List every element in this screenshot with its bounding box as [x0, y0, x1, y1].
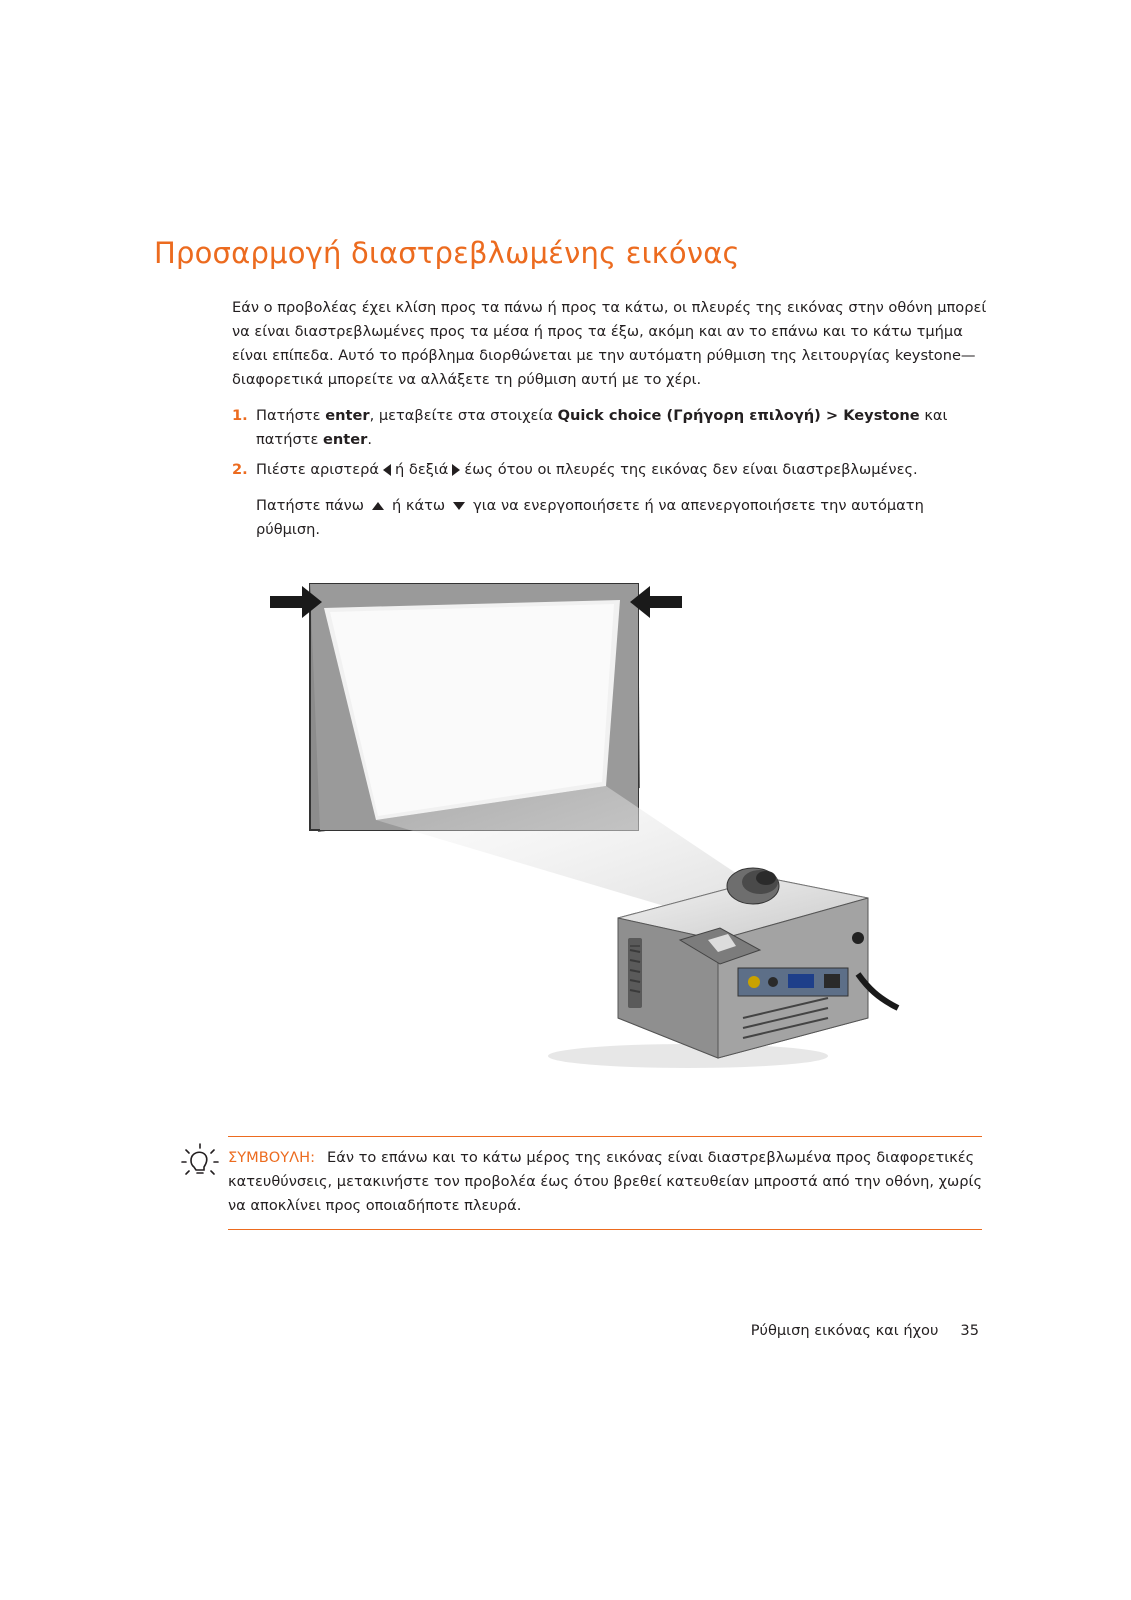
step-text-part: ή δεξιά — [395, 461, 449, 478]
page-footer — [751, 1322, 979, 1339]
step-text — [256, 404, 992, 452]
step-text-part: . — [367, 431, 373, 448]
tip-top-rule — [228, 1136, 982, 1137]
up-triangle-icon — [372, 502, 384, 510]
step-text-part: και πατήστε — [256, 407, 948, 448]
step-text-part: Πιέστε αριστερά — [256, 461, 379, 478]
step-number: 2. — [232, 461, 248, 478]
step-text — [256, 458, 992, 482]
step-text-part: Πατήστε πάνω — [256, 497, 364, 514]
page-title: Προσαρμογή διαστρεβλωμένης εικόνας — [154, 236, 740, 270]
enter-key-label: enter — [323, 431, 368, 448]
step-text — [256, 494, 992, 542]
step-2 — [232, 458, 992, 482]
step-text-part: , μεταβείτε στα στοιχεία — [369, 407, 558, 424]
step-text-part: Πατήστε — [256, 407, 326, 424]
tip-text: Εάν το επάνω και το κάτω μέρος της εικόνας είναι διαστρεβλωμένα προς διαφορετικές κατευθύνσεις, μετακινήστε τον προβολέα έως ότου βρεθεί κατευθείαν μπροστά από την οθόνη, χωρίς να αποκλίνει προς οποιαδήποτε πλευρά. — [228, 1149, 983, 1214]
footer-section-title: Ρύθμιση εικόνας και ήχου — [750, 1322, 939, 1339]
page-number: 35 — [960, 1322, 979, 1339]
step-1 — [232, 404, 992, 452]
tip-paragraph — [228, 1146, 988, 1218]
step-2-extra — [232, 494, 992, 542]
enter-key-label: enter — [325, 407, 370, 424]
tip-label: ΣΥΜΒΟΥΛΗ: — [228, 1149, 316, 1166]
left-triangle-icon — [383, 464, 391, 476]
lightbulb-icon — [180, 1142, 220, 1182]
menu-separator: > — [820, 407, 844, 424]
tip-bottom-rule — [228, 1229, 982, 1230]
step-text-part: ή κάτω — [391, 497, 446, 514]
step-number: 1. — [232, 407, 248, 424]
menu-name: Quick choice (Γρήγορη επιλογή) — [557, 407, 821, 424]
step-text-part: έως ότου οι πλευρές της εικόνας δεν είναι διαστρεβλωμένες. — [464, 461, 918, 478]
projector-shadow — [548, 1044, 828, 1068]
menu-item-name: Keystone — [843, 407, 920, 424]
intro-paragraph: Εάν ο προβολέας έχει κλίση προς τα πάνω ή προς τα κάτω, οι πλευρές της εικόνας στην οθόνη μπορεί να είναι διαστρεβλωμένες προς τα μέσα ή προς τα έξω, ακόμη και αν το επάνω και το κάτω τμήμα είναι επίπεδα. Αυτό το πρόβλημα διορθώνεται με την αυτόματη ρύθμιση της λειτουργίας keystone—διαφορετικά μπορείτε να αλλάξετε τη ρύθμιση αυτή με το χέρι. — [232, 299, 987, 388]
step-text-part: για να ενεργοποιήσετε ή να απενεργοποιήσετε την αυτόματη ρύθμιση. — [256, 497, 924, 538]
keystone-illustration — [268, 578, 908, 1078]
right-triangle-icon — [452, 464, 460, 476]
down-triangle-icon — [453, 502, 465, 510]
